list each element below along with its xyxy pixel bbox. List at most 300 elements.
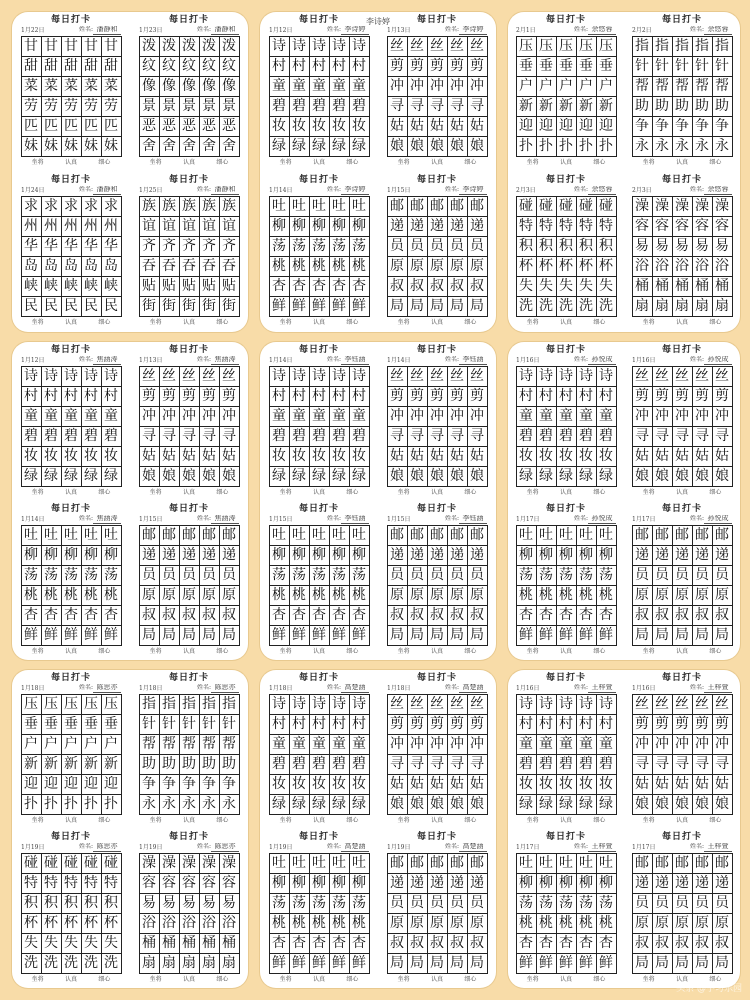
practice-character: 景: [179, 97, 199, 117]
practice-character: 姑: [447, 117, 467, 137]
practice-character: 诗: [41, 367, 61, 387]
practice-character: 针: [219, 715, 239, 735]
practice-character: 压: [101, 695, 121, 715]
practice-character: 剪: [427, 57, 447, 77]
practice-character: 娘: [427, 467, 447, 487]
practice-character: 碰: [101, 854, 121, 874]
practice-character: 垂: [576, 57, 596, 77]
card-date: 1月15日: [139, 516, 163, 523]
practice-character: 原: [672, 586, 692, 606]
character-row: [516, 277, 616, 297]
practice-character: 吐: [309, 197, 329, 217]
card-date: 1月15日: [387, 187, 411, 194]
practice-character: 姑: [219, 447, 239, 467]
practice-character: 荡: [329, 894, 349, 914]
practice-character: 碧: [309, 97, 329, 117]
card-title: 每日打卡: [168, 504, 209, 514]
practice-character: 姑: [199, 447, 219, 467]
practice-character: 菜: [101, 77, 121, 97]
model-character: 扑: [516, 137, 536, 157]
practice-character: 荡: [556, 894, 576, 914]
practice-character: 邮: [407, 526, 427, 546]
practice-character: 局: [219, 626, 239, 646]
model-character: 指: [139, 695, 159, 715]
practice-character: 甘: [41, 37, 61, 57]
checkin-photo: [12, 342, 248, 660]
character-row: [21, 914, 121, 934]
character-row: [269, 387, 369, 407]
practice-character: 迎: [41, 775, 61, 795]
practice-character: 鲜: [596, 954, 616, 974]
character-row: [139, 626, 239, 646]
footer-note: 坐将: [149, 648, 162, 655]
card-header: [516, 515, 616, 524]
model-character: 民: [21, 297, 41, 317]
practice-character: 娘: [447, 137, 467, 157]
character-row: [21, 586, 121, 606]
practice-character: 新: [101, 755, 121, 775]
practice-character: 争: [179, 775, 199, 795]
practice-character: 诗: [556, 695, 576, 715]
practice-character: 桃: [596, 586, 616, 606]
practice-character: 碧: [576, 427, 596, 447]
character-row: [387, 237, 487, 257]
practice-character: 压: [61, 695, 81, 715]
practice-character: 叔: [467, 606, 487, 626]
card-date: 1月13日: [139, 357, 163, 364]
character-row: [139, 735, 239, 755]
practice-character: 泼: [199, 37, 219, 57]
practice-character: 鲜: [289, 297, 309, 317]
practice-character: 荡: [596, 894, 616, 914]
name-label: 姓名:: [326, 186, 341, 193]
model-character: 柳: [21, 546, 41, 566]
practice-character: 纹: [159, 57, 179, 77]
character-row: [387, 914, 487, 934]
practice-character: 员: [652, 566, 672, 586]
practice-card: [260, 829, 378, 988]
card-date: 1月17日: [632, 844, 656, 851]
practice-character: 浴: [219, 914, 239, 934]
practice-character: 寻: [672, 755, 692, 775]
practice-character: 童: [309, 735, 329, 755]
practice-character: 妆: [329, 447, 349, 467]
practice-character: 绿: [289, 795, 309, 815]
character-row: [269, 695, 369, 715]
practice-character: 碧: [81, 427, 101, 447]
footer-note: 认真: [312, 489, 325, 496]
practice-character: 娘: [712, 467, 732, 487]
model-character: 娘: [387, 467, 407, 487]
practice-character: 局: [407, 954, 427, 974]
practice-character: 特: [556, 217, 576, 237]
practice-character: 寻: [672, 427, 692, 447]
model-character: 荡: [516, 894, 536, 914]
model-character: 局: [632, 954, 652, 974]
footer-note: 坐将: [149, 159, 162, 166]
practice-character: 柳: [289, 546, 309, 566]
practice-character: 绿: [536, 467, 556, 487]
practice-character: 剪: [407, 57, 427, 77]
practice-character: 原: [672, 914, 692, 934]
practice-character: 桶: [652, 277, 672, 297]
model-character: 桃: [269, 257, 289, 277]
practice-character: 荡: [576, 894, 596, 914]
practice-character: 争: [199, 775, 219, 795]
practice-character: 吐: [329, 854, 349, 874]
footer-note: 认真: [430, 319, 443, 326]
practice-character: 荡: [576, 566, 596, 586]
character-row: [21, 277, 121, 297]
practice-character: 杯: [576, 257, 596, 277]
character-row: [387, 526, 487, 546]
practice-character: 菜: [61, 77, 81, 97]
practice-character: 桃: [349, 914, 369, 934]
model-character: 浴: [632, 257, 652, 277]
character-row: [516, 954, 616, 974]
model-character: 娘: [632, 467, 652, 487]
character-grid: [632, 694, 733, 815]
practice-character: 邮: [467, 854, 487, 874]
practice-character: 吞: [219, 257, 239, 277]
model-character: 碧: [516, 427, 536, 447]
card-header: [139, 356, 239, 365]
character-row: [139, 447, 239, 467]
practice-character: 求: [61, 197, 81, 217]
practice-character: 寻: [427, 97, 447, 117]
model-character: 扑: [21, 795, 41, 815]
character-grid: [139, 366, 240, 487]
practice-character: 绿: [329, 137, 349, 157]
practice-character: 村: [349, 57, 369, 77]
model-character: 洗: [516, 297, 536, 317]
model-character: 原: [387, 586, 407, 606]
practice-character: 妆: [309, 447, 329, 467]
practice-character: 村: [289, 57, 309, 77]
practice-character: 妆: [309, 775, 329, 795]
model-character: 诗: [269, 37, 289, 57]
character-row: [387, 795, 487, 815]
practice-character: 民: [81, 297, 101, 317]
name-label: 姓名:: [196, 515, 211, 522]
character-row: [632, 715, 732, 735]
student-name: 孙悦成: [588, 515, 616, 524]
practice-character: 寻: [652, 427, 672, 447]
practice-character: 村: [349, 715, 369, 735]
practice-character: 冲: [652, 407, 672, 427]
practice-card: [12, 670, 130, 829]
practice-character: 童: [349, 407, 369, 427]
practice-character: 特: [41, 874, 61, 894]
practice-character: 吐: [576, 854, 596, 874]
practice-character: 荡: [556, 566, 576, 586]
character-grid: [387, 853, 488, 974]
practice-character: 诗: [329, 367, 349, 387]
student-name: 余悠蓉: [588, 186, 616, 195]
character-row: [269, 715, 369, 735]
card-footer: [632, 648, 732, 656]
practice-character: 丝: [427, 695, 447, 715]
practice-character: 鲜: [349, 626, 369, 646]
practice-character: 童: [289, 735, 309, 755]
practice-card: [130, 829, 248, 988]
practice-character: 娘: [672, 467, 692, 487]
card-date: 1月23日: [139, 27, 163, 34]
practice-character: 易: [159, 894, 179, 914]
practice-character: 姑: [692, 447, 712, 467]
character-grid: [632, 196, 733, 317]
character-row: [387, 367, 487, 387]
card-title: 每日打卡: [545, 175, 586, 185]
practice-character: 剪: [447, 57, 467, 77]
card-header: [387, 843, 487, 852]
practice-character: 杏: [61, 606, 81, 626]
character-row: [139, 277, 239, 297]
practice-character: 员: [672, 566, 692, 586]
practice-character: 垂: [81, 715, 101, 735]
practice-character: 易: [692, 237, 712, 257]
practice-character: 州: [81, 217, 101, 237]
model-character: 绿: [516, 795, 536, 815]
practice-character: 鲜: [536, 626, 556, 646]
character-row: [139, 566, 239, 586]
model-character: 寻: [632, 427, 652, 447]
practice-character: 妆: [596, 447, 616, 467]
practice-character: 诗: [309, 367, 329, 387]
practice-character: 原: [447, 914, 467, 934]
footer-note: 细心: [593, 817, 606, 824]
student-name: 高楚涵: [341, 684, 369, 693]
practice-character: 邮: [447, 197, 467, 217]
practice-character: 鲜: [576, 626, 596, 646]
practice-character: 剪: [407, 387, 427, 407]
student-name: 焦涵涛: [211, 515, 239, 524]
practice-character: 柳: [309, 546, 329, 566]
model-character: 匹: [21, 117, 41, 137]
card-title: 每日打卡: [50, 832, 91, 842]
practice-character: 邮: [467, 526, 487, 546]
practice-character: 族: [219, 197, 239, 217]
footer-note: 认真: [559, 976, 572, 983]
practice-character: 寻: [407, 755, 427, 775]
practice-character: 景: [219, 97, 239, 117]
practice-character: 诗: [309, 695, 329, 715]
practice-character: 容: [712, 217, 732, 237]
practice-character: 局: [427, 297, 447, 317]
character-row: [139, 97, 239, 117]
name-label: 姓名:: [573, 356, 588, 363]
practice-character: 村: [41, 387, 61, 407]
practice-character: 桃: [329, 257, 349, 277]
practice-character: 妆: [536, 447, 556, 467]
model-character: 吞: [139, 257, 159, 277]
card-grid: [12, 670, 248, 988]
practice-character: 妆: [556, 447, 576, 467]
practice-character: 冲: [447, 735, 467, 755]
character-row: [21, 237, 121, 257]
practice-character: 针: [159, 715, 179, 735]
practice-character: 澡: [199, 854, 219, 874]
character-row: [139, 137, 239, 157]
character-row: [21, 427, 121, 447]
footer-note: 坐将: [526, 817, 539, 824]
practice-character: 童: [329, 407, 349, 427]
practice-character: 叔: [712, 606, 732, 626]
practice-character: 碧: [536, 755, 556, 775]
practice-character: 冲: [692, 407, 712, 427]
character-row: [269, 874, 369, 894]
character-row: [516, 387, 616, 407]
practice-character: 帮: [672, 77, 692, 97]
card-date: 1月19日: [21, 844, 45, 851]
footer-note: 细心: [98, 319, 111, 326]
card-header: [269, 186, 369, 195]
practice-character: 民: [41, 297, 61, 317]
practice-character: 鲜: [596, 626, 616, 646]
practice-character: 递: [712, 546, 732, 566]
practice-character: 帮: [652, 77, 672, 97]
model-character: 原: [139, 586, 159, 606]
practice-character: 剪: [219, 387, 239, 407]
practice-character: 诗: [329, 695, 349, 715]
practice-character: 荡: [41, 566, 61, 586]
student-name: 陈思亦: [93, 843, 121, 852]
character-row: [139, 77, 239, 97]
character-row: [632, 277, 732, 297]
practice-character: 局: [467, 626, 487, 646]
practice-character: 寻: [467, 97, 487, 117]
practice-character: 姑: [407, 117, 427, 137]
character-row: [516, 77, 616, 97]
practice-character: 寻: [467, 427, 487, 447]
card-header: [632, 356, 732, 365]
practice-character: 桶: [179, 934, 199, 954]
character-row: [139, 755, 239, 775]
practice-character: 荡: [349, 894, 369, 914]
practice-character: 诗: [596, 367, 616, 387]
practice-character: 吐: [349, 854, 369, 874]
practice-character: 桃: [309, 586, 329, 606]
practice-character: 争: [672, 117, 692, 137]
practice-character: 娘: [159, 467, 179, 487]
model-character: 村: [269, 715, 289, 735]
practice-character: 助: [712, 97, 732, 117]
checkin-photo: [260, 12, 496, 332]
model-character: 冲: [387, 407, 407, 427]
practice-character: 绿: [309, 137, 329, 157]
practice-card: [130, 501, 248, 660]
model-character: 峡: [21, 277, 41, 297]
practice-character: 冲: [447, 407, 467, 427]
model-character: 邮: [387, 526, 407, 546]
model-character: 冲: [139, 407, 159, 427]
card-title: 每日打卡: [50, 345, 91, 355]
practice-character: 寻: [199, 427, 219, 447]
practice-character: 浴: [199, 914, 219, 934]
practice-character: 童: [349, 735, 369, 755]
card-footer: [387, 817, 487, 825]
character-row: [387, 954, 487, 974]
practice-character: 姑: [447, 447, 467, 467]
practice-character: 扇: [199, 954, 219, 974]
practice-card: [260, 172, 378, 332]
card-header: [269, 356, 369, 365]
character-row: [21, 775, 121, 795]
model-character: 杯: [516, 257, 536, 277]
model-character: 澡: [632, 197, 652, 217]
card-footer: [21, 817, 121, 825]
practice-character: 吐: [41, 526, 61, 546]
character-row: [21, 934, 121, 954]
model-character: 丝: [387, 695, 407, 715]
footer-note: 坐将: [642, 976, 655, 983]
practice-character: 冲: [427, 735, 447, 755]
practice-character: 碧: [61, 427, 81, 447]
practice-character: 柳: [576, 874, 596, 894]
practice-character: 菜: [81, 77, 101, 97]
practice-character: 齐: [159, 237, 179, 257]
card-header: [269, 26, 369, 35]
practice-character: 绿: [289, 137, 309, 157]
model-character: 帮: [139, 735, 159, 755]
practice-character: 帮: [179, 735, 199, 755]
character-grid: [21, 853, 122, 974]
character-row: [139, 427, 239, 447]
card-date: 1月15日: [269, 516, 293, 523]
footer-note: 坐将: [31, 976, 44, 983]
practice-character: 永: [652, 137, 672, 157]
practice-character: 澡: [672, 197, 692, 217]
model-character: 童: [516, 735, 536, 755]
practice-character: 童: [309, 77, 329, 97]
model-character: 澡: [139, 854, 159, 874]
practice-character: 求: [81, 197, 101, 217]
character-row: [269, 427, 369, 447]
card-date: 1月18日: [269, 685, 293, 692]
practice-character: 妆: [101, 447, 121, 467]
model-character: 娘: [139, 467, 159, 487]
footer-note: 认真: [182, 976, 195, 983]
footer-note: 认真: [675, 159, 688, 166]
practice-character: 扇: [159, 954, 179, 974]
practice-character: 员: [159, 566, 179, 586]
practice-card: [130, 670, 248, 829]
student-name: 高楚涵: [341, 843, 369, 852]
practice-character: 吐: [349, 197, 369, 217]
practice-character: 递: [467, 874, 487, 894]
character-row: [139, 467, 239, 487]
model-character: 永: [139, 795, 159, 815]
model-character: 吐: [516, 526, 536, 546]
model-character: 鲜: [516, 954, 536, 974]
practice-character: 诗: [61, 367, 81, 387]
character-row: [516, 137, 616, 157]
practice-character: 村: [556, 715, 576, 735]
practice-character: 叔: [199, 606, 219, 626]
character-row: [632, 37, 732, 57]
model-character: 易: [632, 237, 652, 257]
practice-character: 剪: [652, 387, 672, 407]
practice-character: 姑: [467, 775, 487, 795]
practice-character: 特: [536, 217, 556, 237]
practice-character: 员: [179, 566, 199, 586]
practice-character: 桃: [309, 914, 329, 934]
practice-character: 杏: [576, 606, 596, 626]
character-row: [21, 407, 121, 427]
footer-note: 坐将: [397, 159, 410, 166]
footer-note: 细心: [709, 159, 722, 166]
practice-character: 桃: [61, 586, 81, 606]
